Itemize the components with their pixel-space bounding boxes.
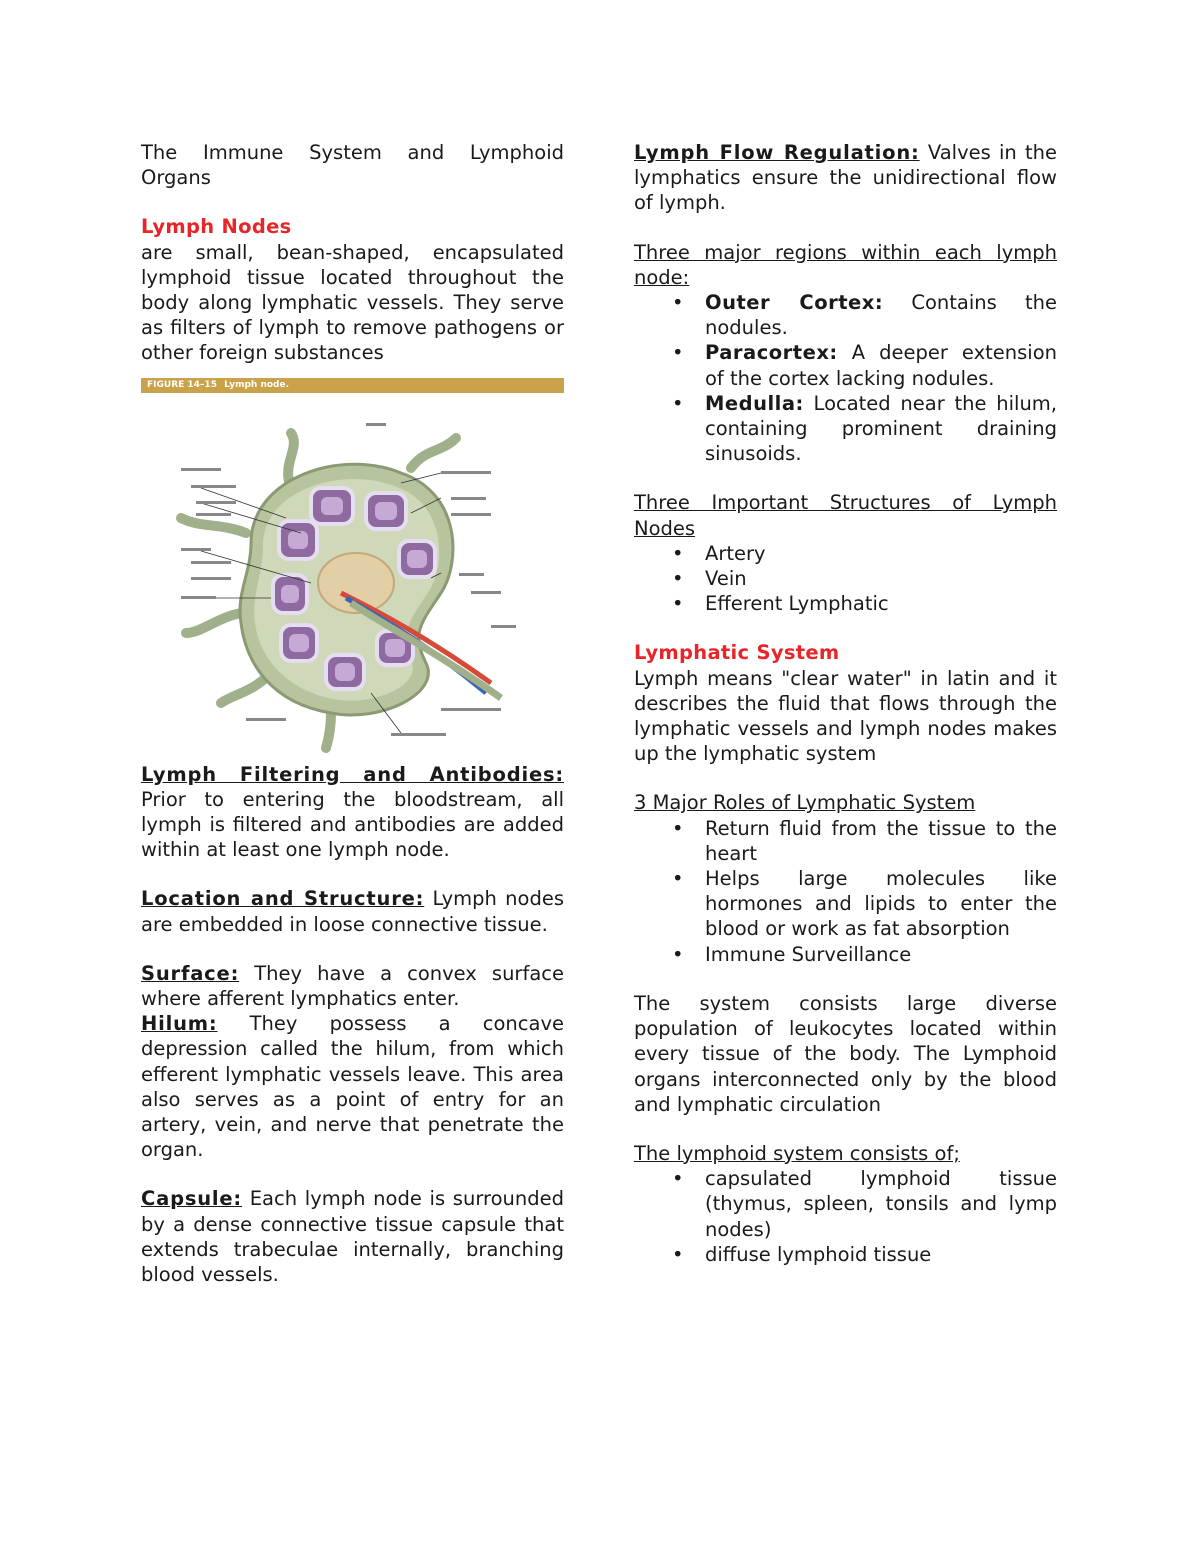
flow-label: Lymph Flow Regulation: bbox=[634, 141, 920, 164]
lymphatic-system-heading: Lymphatic System bbox=[634, 641, 840, 665]
filtering-paragraph bbox=[141, 762, 564, 863]
figure-caption-bar bbox=[141, 378, 564, 393]
system-paragraph: The system consists large diverse population of leukocytes located within every tissue of the body. The Lymphoid organs interconnected only by the blood and lymphatic circulation bbox=[634, 991, 1057, 1116]
lymph-node-figure bbox=[141, 378, 564, 754]
lymphatic-system-body: Lymph means "clear water" in latin and it describes the fluid that flows through the lymphatic vessels and lymph nodes makes up the lymphatic system bbox=[634, 666, 1057, 766]
list-item: • Artery bbox=[634, 541, 1057, 566]
regions-heading: Three major regions within each lymph node: bbox=[634, 240, 1057, 289]
list-item: • Helps large molecules like hormones and lipids to enter the blood or work as fat absorption bbox=[634, 866, 1057, 942]
spacer bbox=[141, 1162, 564, 1186]
region-text: Contains the nodules. bbox=[705, 291, 1057, 340]
list-item: • capsulated lymphoid tissue (thymus, spleen, tonsils and lymp nodes) bbox=[634, 1166, 1057, 1242]
region-label: Paracortex: bbox=[705, 341, 838, 365]
roles-list bbox=[634, 816, 1057, 967]
figure-caption: Lymph node. bbox=[224, 379, 290, 390]
filtering-label: Lymph Filtering and Antibodies: bbox=[141, 762, 564, 786]
location-paragraph bbox=[141, 886, 564, 936]
spacer bbox=[141, 862, 564, 886]
flow-text: Valves in the lymphatics ensure the unidirectional flow of lymph. bbox=[634, 141, 1057, 215]
document-title: The Immune System and Lymphoid Organs bbox=[141, 141, 564, 190]
filtering-text: Prior to entering the bloodstream, all lymph is filtered and antibodies are added within at least one lymph node. bbox=[141, 787, 564, 862]
spacer bbox=[141, 190, 564, 214]
lymphoid-system-list bbox=[634, 1166, 1057, 1267]
spacer bbox=[634, 967, 1057, 991]
region-text: A deeper extension of the cortex lacking nodules. bbox=[705, 341, 1057, 390]
location-label: Location and Structure: bbox=[141, 887, 425, 911]
region-text: Located near the hilum, containing prominent draining sinusoids. bbox=[705, 391, 1057, 466]
left-column bbox=[141, 140, 564, 1287]
figure-number: FIGURE 14–15 bbox=[147, 379, 217, 390]
spacer bbox=[634, 1117, 1057, 1141]
hilum-label: Hilum: bbox=[141, 1012, 218, 1036]
spacer bbox=[634, 216, 1057, 240]
capsule-text: Each lymph node is surrounded by a dense connective tissue capsule that extends trabeculae internally, branching blood vessels. bbox=[141, 1187, 564, 1287]
spacer bbox=[634, 616, 1057, 640]
lymph-nodes-heading: Lymph Nodes bbox=[141, 215, 292, 239]
list-item bbox=[634, 340, 1057, 390]
list-item: • Return fluid from the tissue to the heart bbox=[634, 816, 1057, 866]
spacer bbox=[141, 937, 564, 961]
lymph-nodes-body: are small, bean-shaped, encapsulated lymphoid tissue located throughout the body along lymphatic vessels. They serve as filters of lymph to remove pathogens or other foreign substances bbox=[141, 240, 564, 365]
right-column bbox=[634, 140, 1057, 1267]
capsule-label: Capsule: bbox=[141, 1187, 243, 1211]
list-item bbox=[634, 391, 1057, 467]
list-item bbox=[634, 290, 1057, 340]
region-label: Medulla: bbox=[705, 391, 804, 415]
list-item: • diffuse lymphoid tissue bbox=[634, 1242, 1057, 1267]
structures-list bbox=[634, 541, 1057, 617]
lymphoid-system-heading: The lymphoid system consists of; bbox=[634, 1141, 960, 1165]
region-label: Outer Cortex: bbox=[705, 291, 884, 315]
spacer bbox=[634, 766, 1057, 790]
surface-label: Surface: bbox=[141, 961, 240, 985]
regions-list bbox=[634, 290, 1057, 466]
lymph-node-illustration bbox=[141, 393, 564, 754]
flow-paragraph bbox=[634, 140, 1057, 216]
structures-heading: Three Important Structures of Lymph Nodes bbox=[634, 491, 1057, 540]
hilum-text: They possess a concave depression called the hilum, from which efferent lymphatic vessels leave. This area also serves as a point of entry for an artery, vein, and nerve that penetrate the organ. bbox=[141, 1012, 564, 1162]
capsule-paragraph bbox=[141, 1186, 564, 1287]
list-item: • Immune Surveillance bbox=[634, 942, 1057, 967]
location-text: Lymph nodes are embedded in loose connective tissue. bbox=[141, 887, 564, 936]
list-item: • Efferent Lymphatic bbox=[634, 591, 1057, 616]
surface-paragraph bbox=[141, 961, 564, 1011]
list-item: • Vein bbox=[634, 566, 1057, 591]
hilum-paragraph bbox=[141, 1011, 564, 1162]
spacer bbox=[634, 466, 1057, 490]
surface-text: They have a convex surface where afferent lymphatics enter. bbox=[141, 961, 564, 1011]
roles-heading: 3 Major Roles of Lymphatic System bbox=[634, 791, 976, 815]
